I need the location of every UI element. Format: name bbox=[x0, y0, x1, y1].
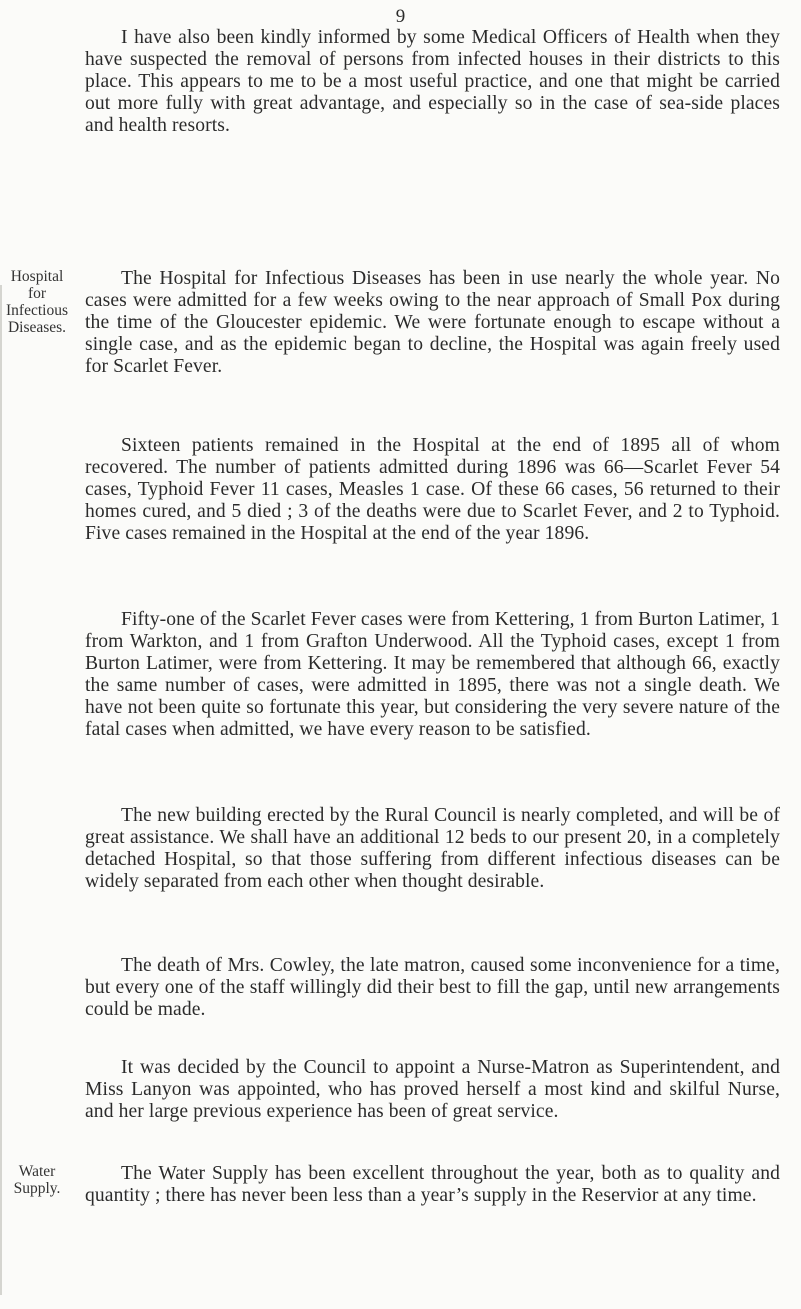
page-edge-divider bbox=[0, 285, 2, 1295]
paragraph-matron-death: The death of Mrs. Cowley, the late matron, caused some inconvenience for a time, but every one of the staff willingly did their best to fill the gap, until new arrangements could be made. bbox=[85, 955, 780, 1020]
paragraph-medical-officers: I have also been kindly informed by some Medical Officers of Health when they have suspected the removal of persons from infected houses in their districts to this place. This appears to me to be a most useful practice, and one that might be carried out more fully with great advantage, and especially so in the case of sea-side places and health resorts. bbox=[85, 27, 780, 136]
paragraph-water-supply: The Water Supply has been excellent throughout the year, both as to quality and quantity ; there has never been less than a year’s supply in the Reservior at any time. bbox=[85, 1163, 780, 1206]
paragraph-hospital-use: The Hospital for Infectious Diseases has been in use nearly the whole year. No cases were admitted for a few weeks owing to the near approach of Small Pox during the time of the Gloucester epidemic. We were fortunate enough to escape without a single case, and as the epidemic began to decline, the Hospital was again freely used for Scarlet Fever. bbox=[85, 268, 780, 377]
paragraph-case-origins: Fifty-one of the Scarlet Fever cases were from Kettering, 1 from Burton Latimer, 1 from Warkton, and 1 from Grafton Underwood. All the Typhoid cases, except 1 from Burton Latimer, were from Kettering. It may be remembered that although 66, exactly the same number of cases, were admitted in 1895, there was not a single death. We have not been quite so fortunate this year, but considering the very severe nature of the fatal cases when admitted, we have every reason to be satisfied. bbox=[85, 609, 780, 740]
page-number: 9 bbox=[395, 6, 406, 27]
paragraph-new-building: The new building erected by the Rural Council is nearly completed, and will be of great assistance. We shall have an additional 12 beds to our present 20, in a completely detached Hospital, so that those suffering from different infectious diseases can be widely separated from each other when thought desirable. bbox=[85, 805, 780, 892]
paragraph-nurse-matron: It was decided by the Council to appoint a Nurse-Matron as Superintendent, and Miss Lanyon was appointed, who has proved herself a most kind and skilful Nurse, and her large previous experience has been of great service. bbox=[85, 1057, 780, 1122]
paragraph-patient-statistics: Sixteen patients remained in the Hospital at the end of 1895 all of whom recovered. The number of patients admitted during 1896 was 66—Scarlet Fever 54 cases, Typhoid Fever 11 cases, Measles 1 case. Of these 66 cases, 56 returned to their homes cured, and 5 died ; 3 of the deaths were due to Scarlet Fever, and 2 to Typhoid. Five cases remained in the Hospital at the end of the year 1896. bbox=[85, 435, 780, 544]
margin-note-water: Water Supply. bbox=[13, 1163, 61, 1197]
margin-note-hospital: Hospital for Infectious Diseases. bbox=[6, 268, 68, 336]
